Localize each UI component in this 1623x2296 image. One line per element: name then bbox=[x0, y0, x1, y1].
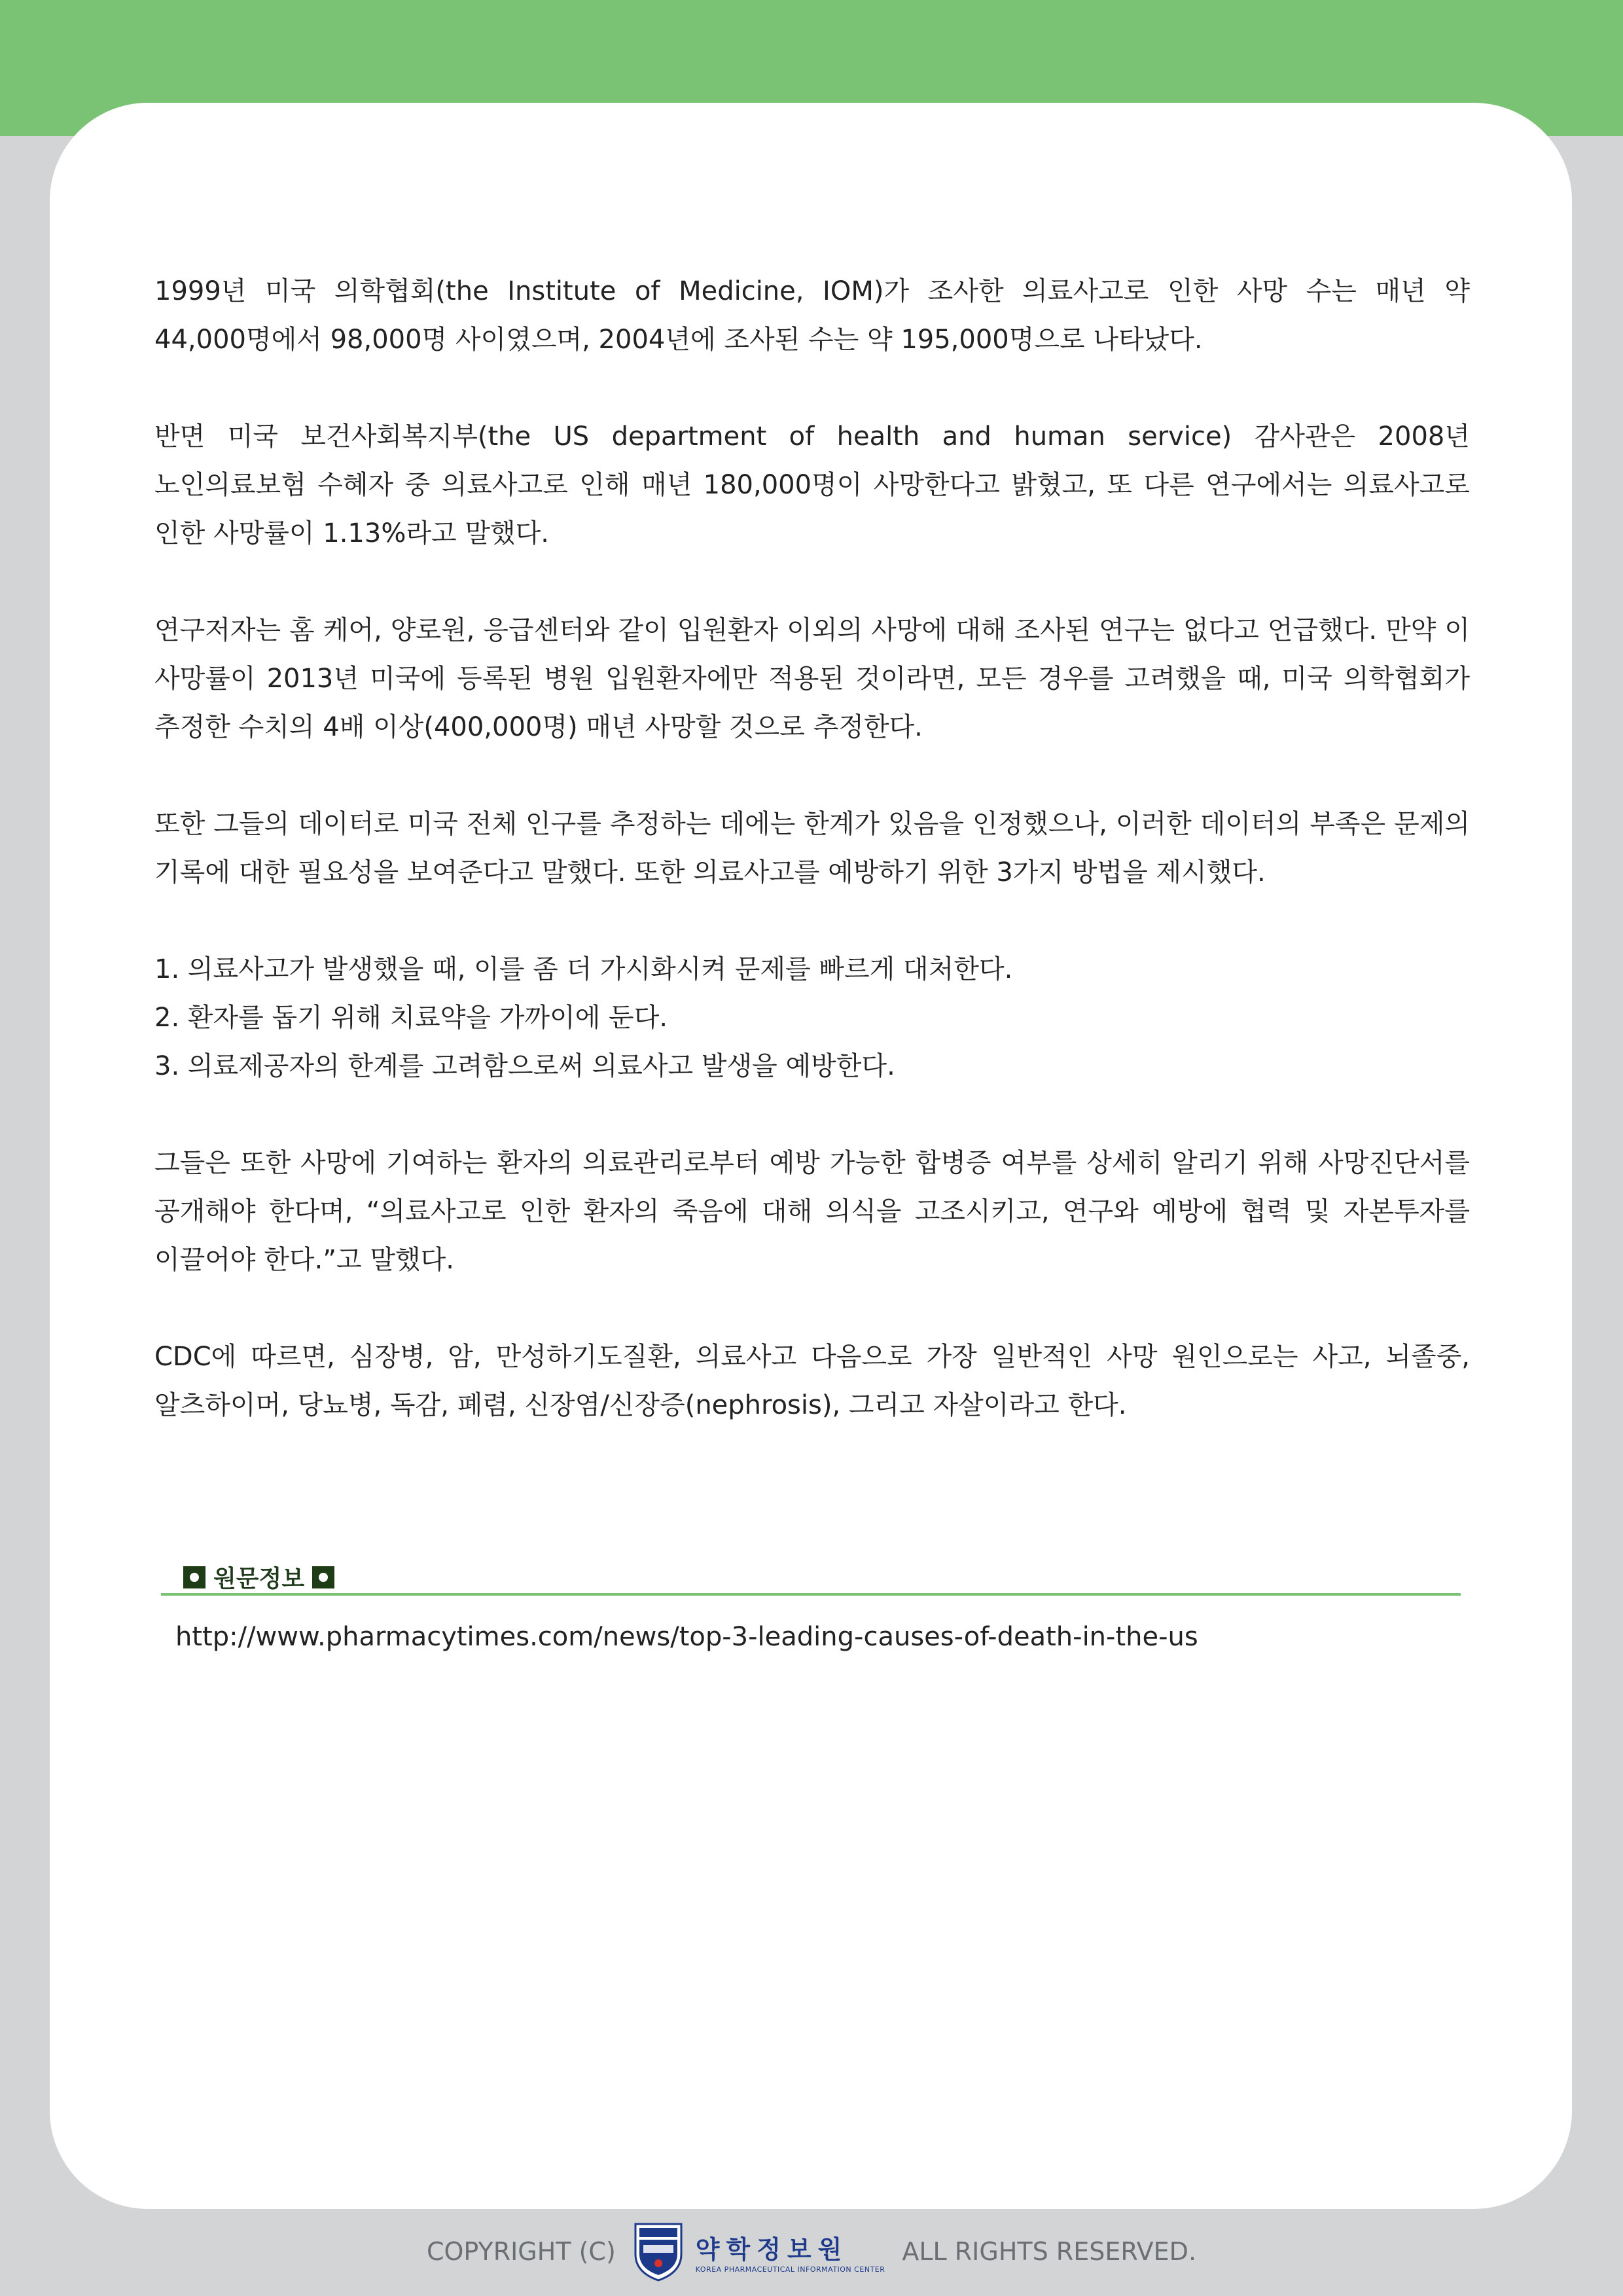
paragraph-study-estimate: 연구저자는 홈 케어, 양로원, 응급센터와 같이 입원환자 이외의 사망에 대해 조사된 연구는 없다고 언급했다. 만약 이 사망률이 2013년 미국에 등록된 병원 입원환자에만 적용된 것이라면, 모든 경우를 고려했을 때, 미국 의학협회가 추정한 수치의 4배 이상(400,000명) 매년 사망할 것으로 추정한다. bbox=[154, 615, 1470, 742]
source-heading-label: 원문정보 bbox=[213, 1566, 305, 1592]
logo-korean-name: 약학정보원 bbox=[695, 2235, 849, 2264]
paragraph-death-certificate: 그들은 또한 사망에 기여하는 환자의 의료관리로부터 예방 가능한 합병증 여부를 상세히 알리기 위해 사망진단서를 공개해야 한다며, “의료사고로 인한 환자의 죽음에 대해 의식을 고조시키고, 연구와 예방에 협력 및 자본투자를 이끌어야 한다.”고 말했다. bbox=[154, 1148, 1470, 1275]
source-heading bbox=[175, 1560, 342, 1594]
list-item: 2. 환자를 돕기 위해 치료약을 가까이에 둔다. bbox=[154, 1003, 668, 1033]
article-body bbox=[154, 267, 1470, 1478]
source-link[interactable]: http://www.pharmacytimes.com/news/top-3-leading-causes-of-death-in-the-us bbox=[175, 1622, 1198, 1652]
copyright-right: ALL RIGHTS RESERVED. bbox=[902, 2237, 1197, 2266]
logo-english-name: KOREA PHARMACEUTICAL INFORMATION CENTER bbox=[695, 2265, 885, 2274]
paragraph-hhs-statistics: 반면 미국 보건사회복지부(the US department of health and human service) 감사관은 2008년 노인의료보험 수혜자 중 의료사고로 인해 매년 180,000명이 사망한다고 밝혔고, 또 다른 연구에서는 의료사고로 인한 사망률이 1.13%라고 말했다. bbox=[154, 422, 1470, 548]
bullet-square-icon bbox=[183, 1566, 205, 1588]
prevention-list bbox=[154, 945, 1470, 1090]
bullet-square-icon bbox=[312, 1566, 334, 1588]
copyright-left: COPYRIGHT (C) bbox=[426, 2237, 616, 2266]
paragraph-data-limits: 또한 그들의 데이터로 미국 전체 인구를 추정하는 데에는 한계가 있음을 인정했으나, 이러한 데이터의 부족은 문제의 기록에 대한 필요성을 보여준다고 말했다. 또한 의료사고를 예방하기 위한 3가지 방법을 제시했다. bbox=[154, 809, 1470, 888]
source-divider bbox=[161, 1593, 1461, 1596]
list-item: 1. 의료사고가 발생했을 때, 이를 좀 더 가시화시켜 문제를 빠르게 대처한다. bbox=[154, 954, 1013, 984]
paragraph-iom-statistics: 1999년 미국 의학협회(the Institute of Medicine, IOM)가 조사한 의료사고로 인한 사망 수는 매년 약 44,000명에서 98,000명 사이였으며, 2004년에 조사된 수는 약 195,000명으로 나타났다. bbox=[154, 276, 1470, 355]
kpic-shield-icon bbox=[633, 2220, 684, 2283]
kpic-logo bbox=[633, 2220, 885, 2283]
list-item: 3. 의료제공자의 한계를 고려함으로써 의료사고 발생을 예방한다. bbox=[154, 1051, 895, 1081]
footer bbox=[0, 2219, 1623, 2284]
paragraph-cdc-causes: CDC에 따르면, 심장병, 암, 만성하기도질환, 의료사고 다음으로 가장 일반적인 사망 원인으로는 사고, 뇌졸중, 알츠하이머, 당뇨병, 독감, 폐렴, 신장염/신장증(nephrosis), 그리고 자살이라고 한다. bbox=[154, 1342, 1470, 1420]
